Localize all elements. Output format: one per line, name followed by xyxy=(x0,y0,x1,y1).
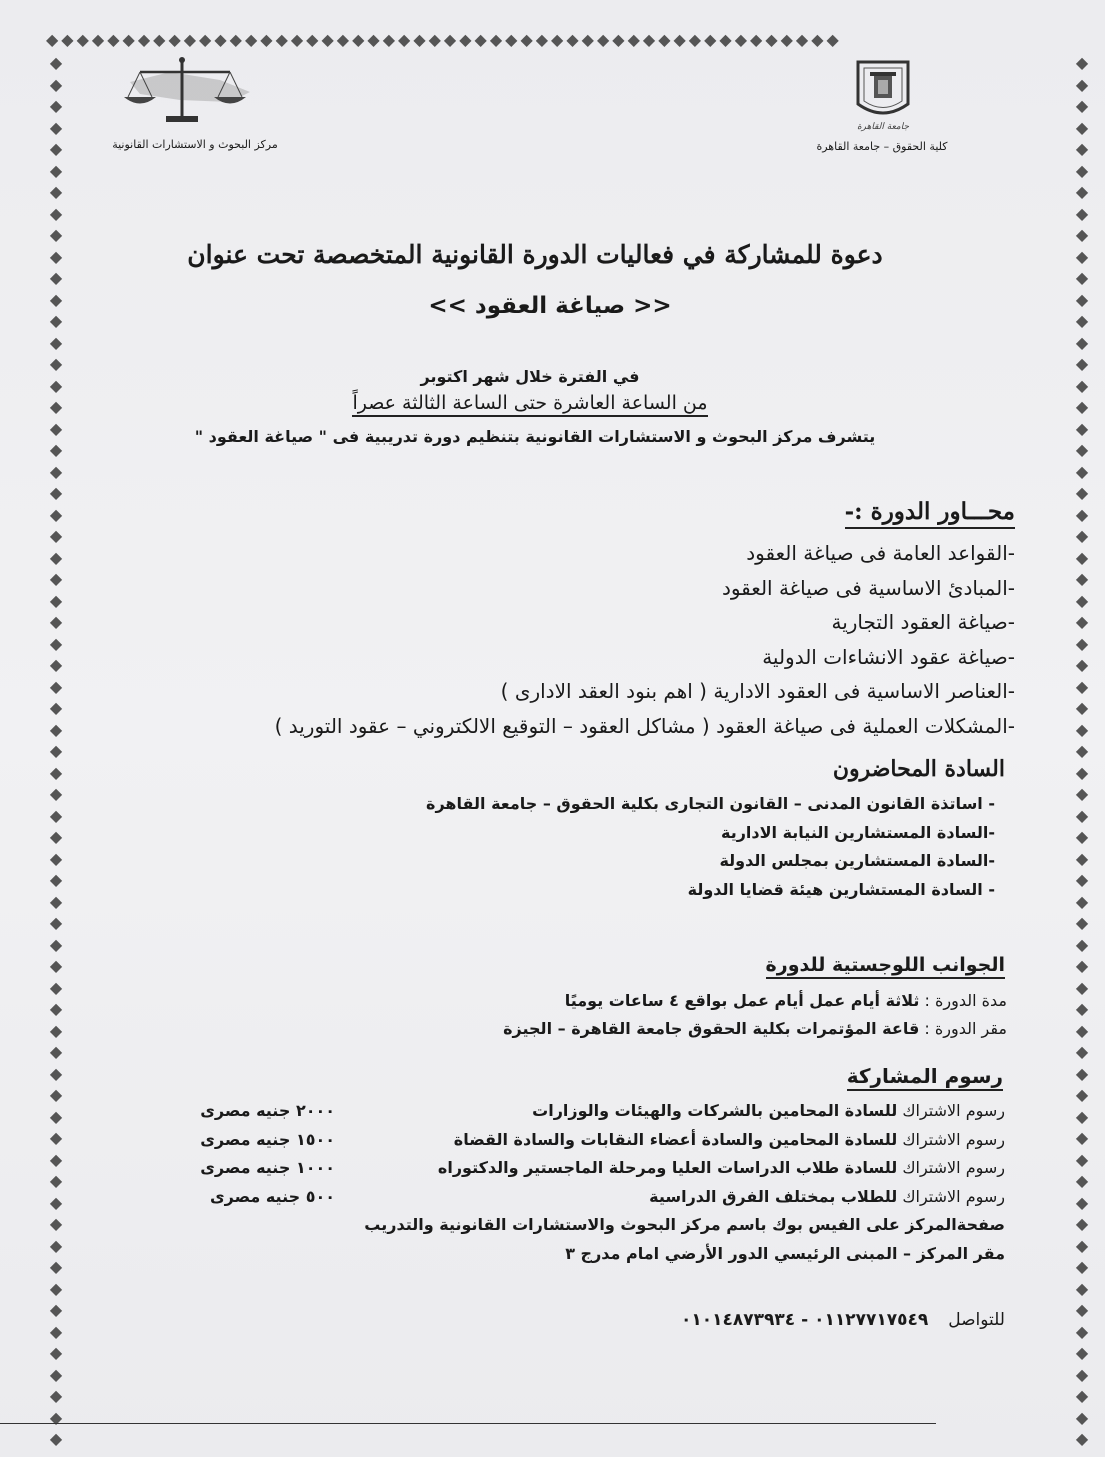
fee-label xyxy=(454,1126,1005,1155)
fee-prefix: رسوم الاشتراك xyxy=(902,1158,1005,1177)
course-period: في الفترة خلال شهر اكتوبر xyxy=(420,367,640,386)
fee-row xyxy=(165,1154,1005,1183)
fee-prefix: رسوم الاشتراك xyxy=(902,1129,1005,1149)
fee-row xyxy=(165,1183,1005,1212)
bottom-divider xyxy=(0,1423,936,1424)
duration-label: مدة الدورة : xyxy=(924,991,1007,1010)
university-logo-text: جامعة القاهرة xyxy=(856,122,910,132)
duration-line xyxy=(307,987,1007,1015)
list-item: - السادة المستشارين هيئة قضايا الدولة xyxy=(687,879,995,899)
lecturers-heading: السادة المحاضرون xyxy=(832,756,1005,782)
fee-label xyxy=(532,1097,1005,1126)
facebook-page-line: صفحةالمركز على الفيس بوك باسم مركز البحوث والاستشارات القانونية والتدريب xyxy=(364,1215,1005,1234)
axes-list xyxy=(165,536,1015,743)
right-logo-caption: كلية الحقوق – جامعة القاهرة xyxy=(816,140,948,153)
list-item: -السادة المستشارين بمجلس الدولة xyxy=(719,851,995,870)
logistics-list xyxy=(307,987,1007,1043)
fee-prefix: رسوم الاشتراك xyxy=(902,1101,1005,1120)
scales-of-justice-logo xyxy=(110,52,270,132)
fee-amount: ١٥٠٠ جنيه مصرى xyxy=(200,1129,335,1149)
contact-phones: ٠١١٢٧٧١٧٥٤٩ - ٠١٠١٤٨٧٣٩٣٤ xyxy=(681,1310,929,1330)
center-location-line: مقر المركز – المبنى الرئيسي الدور الأرضي امام مدرج ٣ xyxy=(565,1243,1005,1263)
fee-label xyxy=(438,1154,1005,1183)
fee-category: للطلاب بمختلف الفرق الدراسية xyxy=(649,1186,898,1206)
fee-category: للسادة المحامين والسادة أعضاء النقابات والسادة القضاة xyxy=(453,1129,898,1149)
fee-amount: ٥٠٠ جنيه مصرى xyxy=(209,1186,335,1206)
fee-label xyxy=(649,1183,1005,1212)
fee-amount: ١٠٠٠ جنيه مصرى xyxy=(200,1158,335,1177)
diamond-border-right: ◆ ◆ ◆ ◆ ◆ ◆ ◆ ◆ ◆ ◆ ◆ ◆ ◆ ◆ ◆ ◆ ◆ ◆ ◆ ◆ ◆ ◆ ◆ ◆ ◆ ◆ ◆ ◆ ◆ ◆ ◆ ◆ ◆ ◆ ◆ ◆ ◆ ◆ ◆ ◆ ◆ ◆ ◆ ◆ ◆ ◆ ◆ ◆ ◆ ◆ ◆ ◆ ◆ ◆ ◆ ◆ ◆ ◆ ◆ ◆ ◆ ◆ ◆ ◆ ◆ xyxy=(1075,53,1089,1448)
list-item: -السادة المستشارين النيابة الادارية xyxy=(720,822,995,842)
left-logo-caption: مركز البحوث و الاستشارات القانونية xyxy=(112,138,278,151)
venue-value: قاعة المؤتمرات بكلية الحقوق جامعة القاهرة – الجيزة xyxy=(503,1019,920,1038)
course-intro: يتشرف مركز البحوث و الاستشارات القانونية بتنظيم دورة تدريبية فى " صياغة العقود " xyxy=(194,427,876,446)
fee-prefix: رسوم الاشتراك xyxy=(902,1186,1005,1206)
duration-value: ثلاثة أيام عمل أيام عمل بواقع ٤ ساعات يوميًا xyxy=(564,991,920,1010)
list-item: -صياغة العقود التجارية xyxy=(831,610,1015,634)
fee-category: للسادة طلاب الدراسات العليا ومرحلة الماجستير والدكتوراه xyxy=(437,1158,898,1177)
course-time xyxy=(300,392,760,414)
contact-line xyxy=(545,1310,1005,1330)
axes-heading: محـــاور الدورة :- xyxy=(845,498,1015,529)
fee-amount: ٢٠٠٠ جنيه مصرى xyxy=(200,1101,335,1120)
course-time-text: من الساعة العاشرة حتى الساعة الثالثة عصراً xyxy=(352,392,707,417)
diamond-border-left: ◆ ◆ ◆ ◆ ◆ ◆ ◆ ◆ ◆ ◆ ◆ ◆ ◆ ◆ ◆ ◆ ◆ ◆ ◆ ◆ ◆ ◆ ◆ ◆ ◆ ◆ ◆ ◆ ◆ ◆ ◆ ◆ ◆ ◆ ◆ ◆ ◆ ◆ ◆ ◆ ◆ ◆ ◆ ◆ ◆ ◆ ◆ ◆ ◆ ◆ ◆ ◆ ◆ ◆ ◆ ◆ ◆ ◆ ◆ ◆ ◆ ◆ ◆ ◆ ◆ xyxy=(49,53,63,1448)
fee-row xyxy=(165,1126,1005,1155)
list-item: -المشكلات العملية فى صياغة العقود ( مشاكل العقود – التوقيع الالكتروني – عقود التوريد ) xyxy=(274,713,1015,738)
list-item: -صياغة عقود الانشاءات الدولية xyxy=(762,644,1015,669)
cairo-university-logo xyxy=(848,56,918,132)
list-item: -العناصر الاساسية فى العقود الادارية ( اهم بنود العقد الادارى ) xyxy=(500,679,1015,703)
list-item: -المبادئ الاساسية فى صياغة العقود xyxy=(721,575,1015,600)
list-item: - اساتذة القانون المدنى – القانون التجارى بكلية الحقوق – جامعة القاهرة xyxy=(426,794,995,813)
list-item: -القواعد العامة فى صياغة العقود xyxy=(746,541,1015,565)
course-title: << صياغة العقود >> xyxy=(428,293,672,319)
fee-category: للسادة المحامين بالشركات والهيئات والوزارات xyxy=(532,1101,898,1120)
logistics-heading: الجوانب اللوجستية للدورة xyxy=(766,954,1005,979)
lecturers-list xyxy=(215,790,995,904)
invitation-heading: دعوة للمشاركة في فعاليات الدورة القانونية المتخصصة تحت عنوان xyxy=(187,240,883,269)
fees-table xyxy=(165,1097,1005,1211)
center-info xyxy=(165,1211,1005,1268)
fee-row xyxy=(165,1097,1005,1126)
fees-heading: رسوم المشاركة xyxy=(847,1064,1003,1091)
diamond-border-top: ◆◆◆◆◆◆◆◆◆◆◆◆◆◆◆◆◆◆◆◆◆◆◆◆◆◆◆◆◆◆◆◆◆◆◆◆◆◆◆◆◆◆◆◆◆◆◆◆◆◆◆◆ xyxy=(46,30,842,49)
contact-label: للتواصل xyxy=(948,1310,1005,1330)
venue-label: مقر الدورة : xyxy=(924,1019,1007,1038)
venue-line xyxy=(307,1015,1007,1043)
